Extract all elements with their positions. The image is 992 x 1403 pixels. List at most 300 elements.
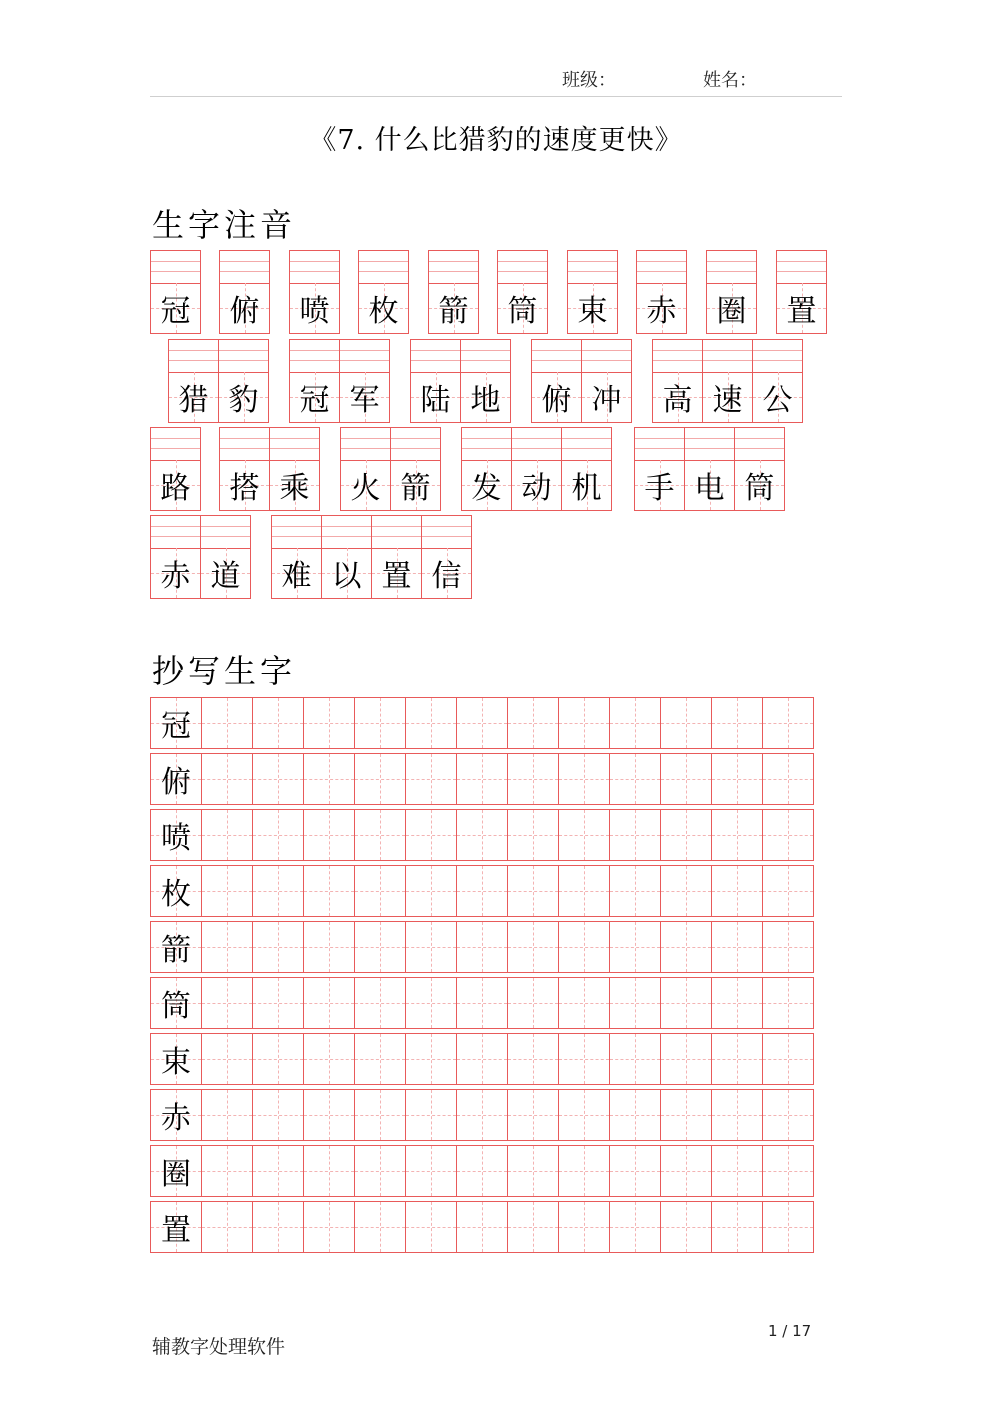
pinyin-writing-lines[interactable] (498, 251, 547, 284)
practice-box[interactable] (762, 865, 814, 917)
word-group (358, 250, 409, 334)
practice-box[interactable] (558, 865, 610, 917)
practice-box[interactable] (405, 753, 457, 805)
practice-box[interactable] (303, 1201, 355, 1253)
practice-box[interactable] (762, 1033, 814, 1085)
practice-box[interactable] (609, 1089, 661, 1141)
pinyin-cell[interactable] (421, 515, 472, 599)
hanzi-char: 俯 (541, 383, 572, 418)
page-title: 《7. 什么比猎豹的速度更快》 (309, 125, 683, 156)
practice-box[interactable] (762, 977, 814, 1029)
copy-row (150, 1089, 814, 1141)
pinyin-writing-lines[interactable] (272, 516, 321, 549)
character-box (290, 372, 339, 422)
hanzi-char: 豹 (228, 383, 259, 418)
practice-box[interactable] (303, 1145, 355, 1197)
hanzi-char: 赤 (161, 1101, 191, 1136)
practice-box[interactable] (711, 865, 763, 917)
practice-box[interactable] (405, 809, 457, 861)
pinyin-writing-lines[interactable] (290, 340, 339, 373)
character-box (290, 283, 339, 333)
copy-row (150, 1201, 814, 1253)
pinyin-writing-lines[interactable] (220, 251, 269, 284)
practice-box[interactable] (660, 1201, 712, 1253)
hanzi-char: 筒 (161, 989, 191, 1024)
practice-box[interactable] (558, 809, 610, 861)
hanzi-char: 搭 (229, 471, 260, 506)
pinyin-cell[interactable] (752, 339, 803, 423)
word-group (634, 427, 785, 511)
header-divider (150, 96, 842, 97)
practice-box[interactable] (558, 697, 610, 749)
model-char-box (150, 977, 202, 1029)
practice-box[interactable] (660, 809, 712, 861)
practice-box[interactable] (405, 1145, 457, 1197)
pinyin-cell[interactable] (497, 250, 548, 334)
pinyin-cell[interactable] (168, 339, 219, 423)
pinyin-cell[interactable] (289, 250, 340, 334)
hanzi-char: 圈 (716, 294, 747, 329)
practice-box[interactable] (660, 977, 712, 1029)
pinyin-cell[interactable] (706, 250, 757, 334)
practice-box[interactable] (660, 753, 712, 805)
pinyin-cell[interactable] (410, 339, 461, 423)
pinyin-writing-lines[interactable] (532, 340, 581, 373)
copy-row (150, 1145, 814, 1197)
word-group (168, 339, 269, 423)
hanzi-char: 冠 (160, 294, 191, 329)
practice-box[interactable] (303, 1089, 355, 1141)
pinyin-cell[interactable] (531, 339, 582, 423)
practice-box[interactable] (558, 977, 610, 1029)
pinyin-writing-lines[interactable] (562, 428, 611, 461)
pinyin-cell[interactable] (561, 427, 612, 511)
word-group (150, 515, 251, 599)
hanzi-char: 乘 (279, 471, 310, 506)
pinyin-writing-lines[interactable] (290, 251, 339, 284)
practice-box[interactable] (507, 865, 559, 917)
practice-box[interactable] (507, 1089, 559, 1141)
word-group (652, 339, 803, 423)
practice-box[interactable] (252, 977, 304, 1029)
pinyin-writing-lines[interactable] (568, 251, 617, 284)
practice-box[interactable] (252, 1089, 304, 1141)
pinyin-cell[interactable] (634, 427, 685, 511)
character-box (151, 548, 200, 598)
practice-box[interactable] (507, 1145, 559, 1197)
pinyin-cell[interactable] (460, 339, 511, 423)
practice-box[interactable] (303, 809, 355, 861)
model-char-box (150, 865, 202, 917)
pinyin-cell[interactable] (567, 250, 618, 334)
pinyin-cell[interactable] (652, 339, 703, 423)
practice-box[interactable] (252, 753, 304, 805)
character-box (512, 460, 561, 510)
practice-box[interactable] (711, 1201, 763, 1253)
pinyin-writing-lines[interactable] (635, 428, 684, 461)
model-char-box (150, 921, 202, 973)
character-box (169, 372, 218, 422)
character-box (359, 283, 408, 333)
hanzi-char: 赤 (646, 294, 677, 329)
practice-box[interactable] (201, 1089, 253, 1141)
practice-box[interactable] (354, 1033, 406, 1085)
pinyin-writing-lines[interactable] (777, 251, 826, 284)
pinyin-writing-lines[interactable] (151, 251, 200, 284)
practice-box[interactable] (354, 697, 406, 749)
pinyin-cell[interactable] (776, 250, 827, 334)
hanzi-char: 箭 (438, 294, 469, 329)
practice-box[interactable] (252, 697, 304, 749)
pinyin-writing-lines[interactable] (429, 251, 478, 284)
practice-box[interactable] (303, 977, 355, 1029)
pinyin-writing-lines[interactable] (462, 428, 511, 461)
hanzi-char: 俯 (229, 294, 260, 329)
practice-box[interactable] (456, 921, 508, 973)
practice-box[interactable] (252, 809, 304, 861)
practice-box[interactable] (762, 809, 814, 861)
practice-box[interactable] (303, 865, 355, 917)
hanzi-char: 枚 (368, 294, 399, 329)
word-group (428, 250, 479, 334)
pinyin-writing-lines[interactable] (753, 340, 802, 373)
practice-box[interactable] (609, 809, 661, 861)
practice-box[interactable] (354, 1145, 406, 1197)
pinyin-writing-lines[interactable] (151, 516, 200, 549)
practice-box[interactable] (405, 921, 457, 973)
character-box (151, 460, 200, 510)
hanzi-char: 发 (471, 471, 502, 506)
pinyin-cell[interactable] (636, 250, 687, 334)
pinyin-cell[interactable] (321, 515, 372, 599)
practice-box[interactable] (609, 1033, 661, 1085)
practice-box[interactable] (456, 977, 508, 1029)
hanzi-char: 以 (331, 559, 362, 594)
pinyin-writing-lines[interactable] (703, 340, 752, 373)
practice-box[interactable] (558, 1089, 610, 1141)
hanzi-char: 信 (431, 559, 462, 594)
practice-box[interactable] (252, 921, 304, 973)
hanzi-char: 陆 (420, 383, 451, 418)
pinyin-writing-lines[interactable] (637, 251, 686, 284)
practice-box[interactable] (609, 865, 661, 917)
practice-box[interactable] (711, 1145, 763, 1197)
pinyin-cell[interactable] (289, 339, 340, 423)
practice-box[interactable] (354, 753, 406, 805)
pinyin-cell[interactable] (340, 427, 391, 511)
pinyin-writing-lines[interactable] (735, 428, 784, 461)
practice-box[interactable] (711, 809, 763, 861)
pinyin-cell[interactable] (390, 427, 441, 511)
pinyin-cell[interactable] (150, 250, 201, 334)
practice-box[interactable] (507, 697, 559, 749)
character-box (151, 283, 200, 333)
pinyin-cell[interactable] (271, 515, 322, 599)
practice-box[interactable] (405, 1033, 457, 1085)
hanzi-char: 圈 (161, 1157, 191, 1192)
practice-box[interactable] (252, 1145, 304, 1197)
practice-box[interactable] (456, 1145, 508, 1197)
pinyin-cell[interactable] (734, 427, 785, 511)
word-group (289, 250, 340, 334)
practice-box[interactable] (762, 753, 814, 805)
practice-box[interactable] (507, 753, 559, 805)
practice-box[interactable] (762, 1145, 814, 1197)
hanzi-char: 手 (644, 471, 675, 506)
word-group (219, 427, 320, 511)
hanzi-char: 难 (281, 559, 312, 594)
pinyin-writing-lines[interactable] (270, 428, 319, 461)
pinyin-cell[interactable] (219, 250, 270, 334)
character-box (341, 460, 390, 510)
copy-row (150, 697, 814, 749)
practice-box[interactable] (558, 921, 610, 973)
character-box (219, 372, 268, 422)
practice-box[interactable] (609, 697, 661, 749)
practice-box[interactable] (507, 921, 559, 973)
pinyin-writing-lines[interactable] (461, 340, 510, 373)
practice-box[interactable] (252, 865, 304, 917)
model-char-box (150, 1201, 202, 1253)
word-group (289, 339, 390, 423)
copy-row (150, 865, 814, 917)
model-char-box (150, 1033, 202, 1085)
practice-box[interactable] (201, 977, 253, 1029)
section-heading-pinyin: 生字注音 (152, 206, 297, 244)
practice-box[interactable] (762, 921, 814, 973)
model-char-box (150, 753, 202, 805)
practice-box[interactable] (660, 1145, 712, 1197)
hanzi-char: 电 (694, 471, 725, 506)
practice-box[interactable] (456, 697, 508, 749)
hanzi-char: 动 (521, 471, 552, 506)
pinyin-writing-lines[interactable] (707, 251, 756, 284)
practice-box[interactable] (303, 1033, 355, 1085)
practice-box[interactable] (558, 1201, 610, 1253)
practice-box[interactable] (405, 1201, 457, 1253)
character-box (462, 460, 511, 510)
hanzi-char: 筒 (507, 294, 538, 329)
character-box (562, 460, 611, 510)
section-heading-copy: 抄写生字 (152, 652, 297, 690)
pinyin-cell[interactable] (358, 250, 409, 334)
character-box (429, 283, 478, 333)
practice-box[interactable] (456, 865, 508, 917)
practice-box[interactable] (456, 1089, 508, 1141)
pinyin-writing-lines[interactable] (653, 340, 702, 373)
practice-box[interactable] (558, 1145, 610, 1197)
pinyin-writing-lines[interactable] (340, 340, 389, 373)
pinyin-writing-lines[interactable] (201, 516, 250, 549)
character-box (220, 460, 269, 510)
pinyin-cell[interactable] (511, 427, 562, 511)
pinyin-cell[interactable] (150, 427, 201, 511)
hanzi-char: 机 (571, 471, 602, 506)
hanzi-char: 地 (470, 383, 501, 418)
word-group (636, 250, 687, 334)
character-box (753, 372, 802, 422)
practice-box[interactable] (507, 977, 559, 1029)
pinyin-writing-lines[interactable] (151, 428, 200, 461)
practice-box[interactable] (711, 697, 763, 749)
character-box (498, 283, 547, 333)
practice-box[interactable] (762, 1201, 814, 1253)
practice-box[interactable] (558, 1033, 610, 1085)
character-box (637, 283, 686, 333)
practice-box[interactable] (609, 1145, 661, 1197)
practice-box[interactable] (405, 697, 457, 749)
practice-box[interactable] (558, 753, 610, 805)
practice-box[interactable] (660, 1033, 712, 1085)
hanzi-char: 道 (210, 559, 241, 594)
character-box (461, 372, 510, 422)
practice-box[interactable] (201, 1145, 253, 1197)
character-box (653, 372, 702, 422)
character-box (422, 548, 471, 598)
character-box (532, 372, 581, 422)
practice-box[interactable] (507, 1201, 559, 1253)
pinyin-cell[interactable] (461, 427, 512, 511)
practice-box[interactable] (405, 865, 457, 917)
pinyin-writing-lines[interactable] (169, 340, 218, 373)
practice-box[interactable] (354, 977, 406, 1029)
practice-box[interactable] (252, 1033, 304, 1085)
practice-box[interactable] (507, 809, 559, 861)
practice-box[interactable] (456, 753, 508, 805)
hanzi-char: 俯 (161, 765, 191, 800)
practice-box[interactable] (201, 1033, 253, 1085)
character-box (270, 460, 319, 510)
hanzi-char: 火 (350, 471, 381, 506)
hanzi-char: 速 (712, 383, 743, 418)
practice-box[interactable] (609, 977, 661, 1029)
practice-box[interactable] (711, 977, 763, 1029)
hanzi-char: 高 (662, 383, 693, 418)
practice-box[interactable] (711, 1033, 763, 1085)
practice-box[interactable] (354, 865, 406, 917)
pinyin-cell[interactable] (269, 427, 320, 511)
model-char-box (150, 697, 202, 749)
pinyin-writing-lines[interactable] (422, 516, 471, 549)
name-label: 姓名： (703, 70, 757, 91)
character-box (703, 372, 752, 422)
pinyin-writing-lines[interactable] (322, 516, 371, 549)
pinyin-writing-lines[interactable] (341, 428, 390, 461)
practice-box[interactable] (354, 809, 406, 861)
practice-box[interactable] (201, 921, 253, 973)
practice-box[interactable] (660, 865, 712, 917)
pinyin-cell[interactable] (702, 339, 753, 423)
practice-box[interactable] (609, 921, 661, 973)
pinyin-writing-lines[interactable] (512, 428, 561, 461)
hanzi-char: 猎 (178, 383, 209, 418)
practice-box[interactable] (252, 1201, 304, 1253)
practice-box[interactable] (711, 1089, 763, 1141)
practice-box[interactable] (405, 977, 457, 1029)
pinyin-cell[interactable] (219, 427, 270, 511)
pinyin-cell[interactable] (200, 515, 251, 599)
practice-box[interactable] (711, 921, 763, 973)
practice-box[interactable] (303, 921, 355, 973)
pinyin-cell[interactable] (218, 339, 269, 423)
character-box (777, 283, 826, 333)
practice-box[interactable] (762, 697, 814, 749)
pinyin-writing-lines[interactable] (359, 251, 408, 284)
hanzi-char: 束 (161, 1045, 191, 1080)
word-group (271, 515, 472, 599)
practice-box[interactable] (660, 1089, 712, 1141)
copy-row (150, 1033, 814, 1085)
practice-box[interactable] (201, 865, 253, 917)
character-box (201, 548, 250, 598)
practice-box[interactable] (201, 1201, 253, 1253)
word-group (531, 339, 632, 423)
hanzi-char: 置 (381, 559, 412, 594)
hanzi-char: 公 (762, 383, 793, 418)
pinyin-writing-lines[interactable] (220, 428, 269, 461)
word-group (150, 250, 201, 334)
hanzi-char: 筒 (744, 471, 775, 506)
character-box (735, 460, 784, 510)
hanzi-char: 路 (160, 471, 191, 506)
practice-box[interactable] (303, 753, 355, 805)
pinyin-cell[interactable] (684, 427, 735, 511)
practice-box[interactable] (609, 753, 661, 805)
pinyin-cell[interactable] (371, 515, 422, 599)
pinyin-writing-lines[interactable] (219, 340, 268, 373)
practice-box[interactable] (456, 809, 508, 861)
pinyin-cell[interactable] (428, 250, 479, 334)
pinyin-writing-lines[interactable] (411, 340, 460, 373)
model-char-box (150, 809, 202, 861)
practice-box[interactable] (456, 1033, 508, 1085)
character-box (411, 372, 460, 422)
practice-box[interactable] (609, 1201, 661, 1253)
practice-box[interactable] (405, 1089, 457, 1141)
copy-row (150, 977, 814, 1029)
character-box (568, 283, 617, 333)
pinyin-cell[interactable] (339, 339, 390, 423)
pinyin-writing-lines[interactable] (685, 428, 734, 461)
practice-box[interactable] (660, 697, 712, 749)
practice-box[interactable] (201, 753, 253, 805)
pinyin-cell[interactable] (581, 339, 632, 423)
practice-box[interactable] (354, 1201, 406, 1253)
footer-software-name: 辅教字处理软件 (152, 1336, 286, 1358)
word-group (776, 250, 827, 334)
practice-box[interactable] (201, 697, 253, 749)
practice-box[interactable] (507, 1033, 559, 1085)
hanzi-char: 冲 (591, 383, 622, 418)
practice-box[interactable] (303, 697, 355, 749)
practice-box[interactable] (456, 1201, 508, 1253)
practice-box[interactable] (201, 809, 253, 861)
character-box (685, 460, 734, 510)
practice-box[interactable] (762, 1089, 814, 1141)
pinyin-cell[interactable] (150, 515, 201, 599)
practice-box[interactable] (711, 753, 763, 805)
pinyin-writing-lines[interactable] (582, 340, 631, 373)
character-box (391, 460, 440, 510)
pinyin-writing-lines[interactable] (372, 516, 421, 549)
pinyin-writing-lines[interactable] (391, 428, 440, 461)
practice-box[interactable] (660, 921, 712, 973)
word-group (497, 250, 548, 334)
word-group (567, 250, 618, 334)
practice-box[interactable] (354, 921, 406, 973)
practice-box[interactable] (354, 1089, 406, 1141)
hanzi-char: 箭 (400, 471, 431, 506)
